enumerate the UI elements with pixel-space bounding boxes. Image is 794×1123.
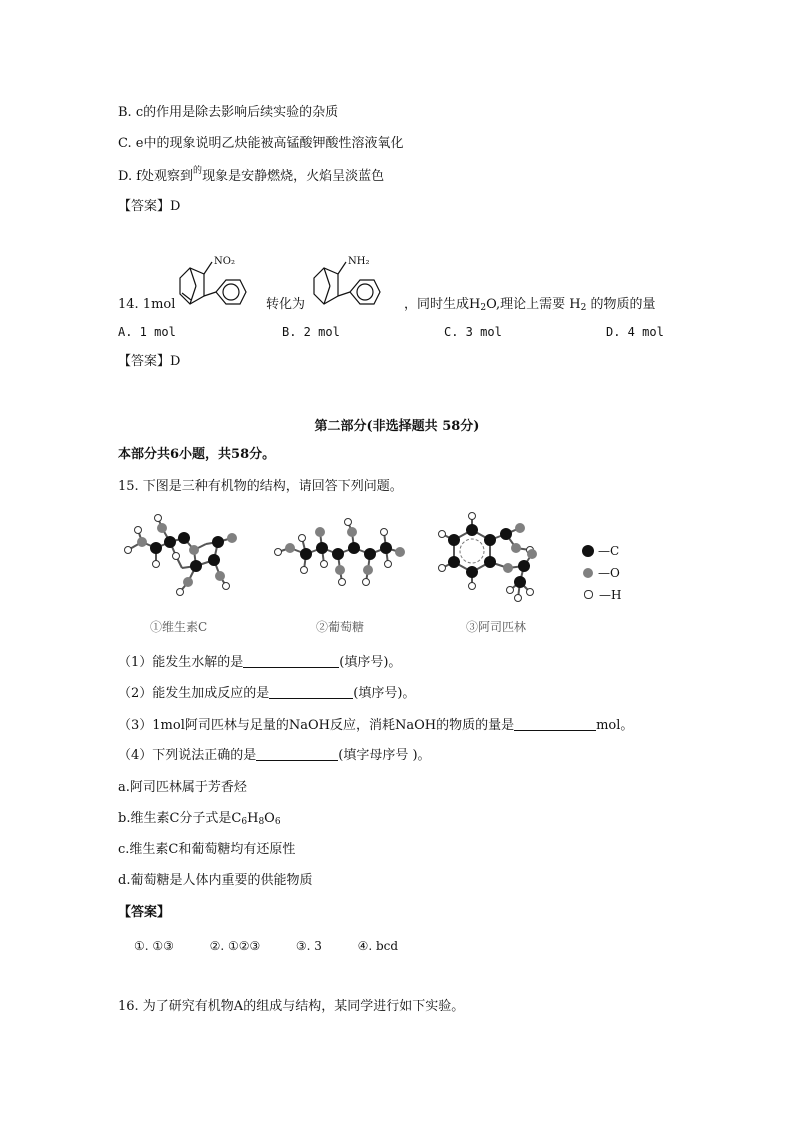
vitamin-c-model xyxy=(118,512,248,604)
q14-suffix-b: O,理论上需要 H xyxy=(486,297,581,312)
q15-sub1-text: （1）能发生水解的是 xyxy=(118,655,244,670)
q15-answer-4: ④. bcd xyxy=(357,939,399,953)
q14-mid: 转化为 xyxy=(266,297,306,312)
legend-carbon-swatch xyxy=(582,545,594,557)
q13-answer: 【答案】D xyxy=(118,199,181,214)
legend-oxygen xyxy=(582,562,621,584)
q13-option-d-sup: 的 xyxy=(193,166,203,176)
q15-sub4-text: （4）下列说法正确的是 xyxy=(118,748,257,763)
q15-choice-a: a.阿司匹林属于芳香烃 xyxy=(118,780,247,795)
part2-desc: 本部分共6小题，共58分。 xyxy=(118,447,276,462)
legend-oxygen-swatch xyxy=(583,568,593,578)
q14-suffix xyxy=(404,296,655,317)
q15-sub1-blank[interactable] xyxy=(243,654,339,668)
legend-hydrogen xyxy=(582,584,621,606)
q15-choice-d: d.葡萄糖是人体内重要的供能物质 xyxy=(118,873,313,888)
legend-oxygen-label: —O xyxy=(598,566,620,580)
q15-answer-2: ②. ①②③ xyxy=(209,939,261,953)
q15-stem: 15. 下图是三种有机物的结构，请回答下列问题。 xyxy=(118,479,403,494)
q15-sub2-hint: (填序号)。 xyxy=(353,686,416,701)
q15-formula-h-sub: 8 xyxy=(258,817,265,827)
q14-suffix-a: ，同时生成H xyxy=(404,297,481,312)
q15-formula-c-sub: 6 xyxy=(241,817,248,827)
q16-stem: 16. 为了研究有机物A的组成与结构，某同学进行如下实验。 xyxy=(118,999,465,1014)
q14-option-a: A. 1 mol xyxy=(118,325,176,339)
q13-option-d-part1: D. f处观察到 xyxy=(118,169,194,184)
q14-option-c: C. 3 mol xyxy=(444,325,502,339)
atom-legend xyxy=(582,540,621,606)
caption-vitamin-c: ①维生素C xyxy=(150,620,208,634)
q13-option-d-part2: 现象是安静燃烧，火焰呈淡蓝色 xyxy=(202,169,385,184)
glucose-model xyxy=(272,518,412,598)
q15-answer-label: 【答案】 xyxy=(118,905,171,920)
q14-no2-label: NO₂ xyxy=(214,256,235,267)
q15-sub2 xyxy=(118,685,415,703)
q14-answer: 【答案】D xyxy=(118,354,181,369)
q15-sub3-blank[interactable] xyxy=(514,717,596,731)
q14-option-d: D. 4 mol xyxy=(606,325,664,339)
legend-carbon-label: —C xyxy=(598,544,620,558)
q15-sub1-hint: (填序号)。 xyxy=(339,655,402,670)
caption-glucose: ②葡萄糖 xyxy=(316,620,365,634)
q15-sub3 xyxy=(118,717,633,735)
q15-answer-3: ③. 3 xyxy=(295,939,322,953)
q14-suffix-c: 的物质的量 xyxy=(586,297,656,312)
q15-sub1 xyxy=(118,654,401,672)
caption-aspirin: ③阿司匹林 xyxy=(466,620,527,634)
q15-choice-b-text: b.维生素C分子式是C xyxy=(118,811,242,826)
q15-answer-1: ①. ①③ xyxy=(134,939,174,953)
q15-choice-b xyxy=(118,810,281,831)
q14-prefix: 14. 1mol xyxy=(118,297,176,312)
legend-hydrogen-label: —H xyxy=(599,588,622,602)
q15-sub4 xyxy=(118,747,431,765)
legend-hydrogen-swatch xyxy=(584,590,593,599)
q14-reactant-structure xyxy=(174,250,266,314)
q14-sub-h2o: 2 xyxy=(480,303,487,313)
q15-sub2-blank[interactable] xyxy=(269,685,353,699)
q14-product-structure xyxy=(308,250,404,314)
q14-nh2-label: NH₂ xyxy=(348,256,370,267)
part2-title: 第二部分(非选择题共 58分) xyxy=(314,419,480,434)
aspirin-model xyxy=(436,510,556,610)
q15-formula-o: O xyxy=(264,811,275,826)
q15-answers xyxy=(134,937,398,955)
q15-sub3-text: （3）1mol阿司匹林与足量的NaOH反应，消耗NaOH的物质的量是 xyxy=(118,718,515,733)
q15-choice-c: c.维生素C和葡萄糖均有还原性 xyxy=(118,842,296,857)
q14-sub-h2: 2 xyxy=(580,303,587,313)
q13-option-d xyxy=(118,168,384,187)
q15-sub4-hint: (填字母序号 )。 xyxy=(338,748,431,763)
q13-option-c: C. e中的现象说明乙炔能被高锰酸钾酸性溶液氧化 xyxy=(118,136,404,151)
q15-sub4-blank[interactable] xyxy=(256,747,338,761)
q15-formula-o-sub: 6 xyxy=(274,817,281,827)
q15-sub3-unit: mol。 xyxy=(596,718,634,733)
q15-formula-h: H xyxy=(247,811,259,826)
q13-option-b: B. c的作用是除去影响后续实验的杂质 xyxy=(118,105,339,120)
q15-sub2-text: （2）能发生加成反应的是 xyxy=(118,686,270,701)
legend-carbon xyxy=(582,540,621,562)
q14-option-b: B. 2 mol xyxy=(282,325,340,339)
